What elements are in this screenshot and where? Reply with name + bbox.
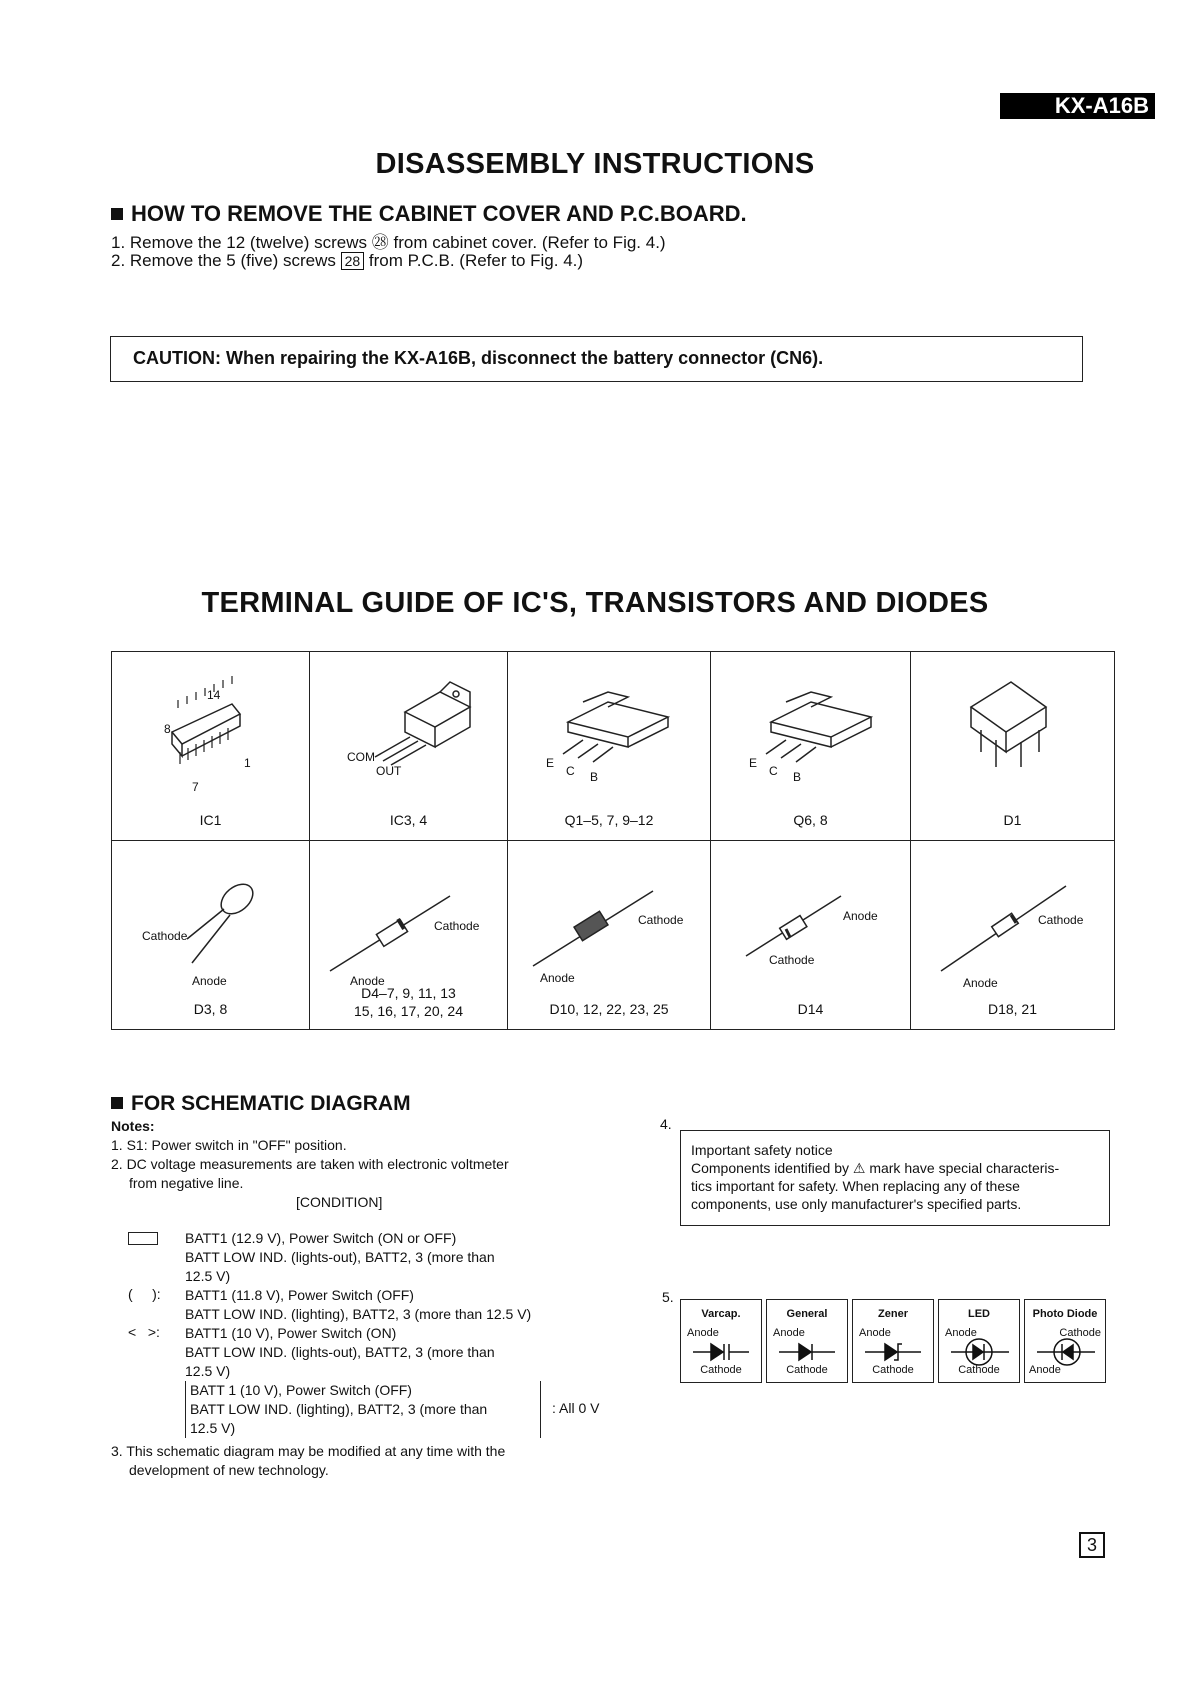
general-anode: Anode [773, 1327, 805, 1339]
d4-7-diode-icon [310, 841, 508, 991]
step2-suffix: from P.C.B. (Refer to Fig. 4.) [368, 251, 584, 270]
photodiode-title: Photo Diode [1032, 1308, 1098, 1320]
caution-box [110, 336, 1083, 382]
general-cathode: Cathode [786, 1364, 828, 1376]
symbol-photodiode [1024, 1299, 1106, 1383]
q1-5-cell [508, 652, 711, 841]
note-3b: development of new technology. [129, 1462, 329, 1478]
varcap-anode: Anode [687, 1327, 719, 1339]
d14-anode-label: Anode [843, 909, 878, 923]
d1-bridge-icon [911, 652, 1115, 802]
ic1-pin7-label: 7 [192, 780, 199, 794]
q6-c-label: C [769, 764, 778, 778]
symbol-zener [852, 1299, 934, 1383]
condition-paren-symbol: ( ): [128, 1286, 161, 1302]
d18-21-cell [911, 841, 1115, 1030]
d14-caption: D14 [797, 1001, 824, 1017]
safety-line-1: Important safety notice [691, 1142, 833, 1158]
schematic-heading-text: FOR SCHEMATIC DIAGRAM [131, 1092, 411, 1115]
varcap-symbol-icon [691, 1340, 751, 1364]
q6-8-cell [711, 652, 911, 841]
q1-e-label: E [546, 756, 555, 770]
q1-b-label: B [590, 770, 599, 784]
d4-caption-line1: D4–7, 9, 11, 13 [361, 985, 456, 1001]
caution-text: When repairing the KX-A16B, disconnect the battery connector (CN6). [226, 348, 824, 368]
condition-brace-text [185, 1381, 487, 1438]
note-3 [111, 1442, 505, 1480]
remove-heading-text: HOW TO REMOVE THE CABINET COVER AND P.C.BOARD. [131, 201, 747, 226]
ic3-4-caption: IC3, 4 [389, 812, 428, 828]
ic1-caption: IC1 [199, 812, 222, 828]
general-diode-icon [777, 1340, 837, 1364]
bullet-icon [111, 1097, 123, 1109]
item-5-number: 5. [662, 1289, 674, 1305]
cond-paren-2: BATT LOW IND. (lighting), BATT2, 3 (more than 12.5 V) [185, 1306, 532, 1322]
d3-cathode-label: Cathode [142, 929, 188, 943]
cond-angle-1: BATT1 (10 V), Power Switch (ON) [185, 1325, 397, 1341]
cond-brace-1: BATT 1 (10 V), Power Switch (OFF) [190, 1382, 412, 1398]
led-symbol-icon [949, 1338, 1011, 1366]
photodiode-anode: Anode [1029, 1364, 1061, 1376]
d18-21-caption: D18, 21 [987, 1001, 1038, 1017]
symbol-led [938, 1299, 1020, 1383]
condition-label: [CONDITION] [296, 1194, 383, 1210]
ic1-pin8-label: 8 [164, 722, 171, 736]
ic3-4-to220-icon [310, 652, 508, 802]
d4-7-cell [310, 841, 508, 1030]
d1-cell [911, 652, 1115, 841]
d10-anode-label: Anode [540, 971, 575, 985]
brace-right [540, 1381, 541, 1438]
safety-notice-box [680, 1130, 1110, 1226]
q6-e-label: E [749, 756, 758, 770]
photodiode-cathode: Cathode [1059, 1327, 1101, 1339]
safety-line-2: Components identified by ⚠ mark have special characteris- [691, 1160, 1060, 1176]
zener-diode-icon [863, 1340, 923, 1364]
d3-anode-label: Anode [192, 974, 227, 988]
d18-21-diode-icon [911, 841, 1115, 991]
cond-paren-1: BATT1 (11.8 V), Power Switch (OFF) [185, 1287, 414, 1303]
led-cathode: Cathode [958, 1364, 1000, 1376]
d18-cathode-label: Cathode [1038, 913, 1084, 927]
d3-8-led-icon [112, 841, 310, 991]
remove-step-2 [111, 251, 583, 271]
condition-angle-text [185, 1324, 495, 1381]
q6-b-label: B [793, 770, 802, 784]
d1-caption: D1 [1003, 812, 1022, 828]
disassembly-title: DISASSEMBLY INSTRUCTIONS [375, 148, 815, 180]
condition-box-text [185, 1229, 495, 1286]
cond-angle-3: 12.5 V) [185, 1363, 231, 1379]
item-4-number: 4. [660, 1116, 672, 1132]
page-number: 3 [1079, 1532, 1105, 1558]
d4-cathode-label: Cathode [434, 919, 480, 933]
safety-line-3: tics important for safety. When replacing any of these [691, 1178, 1020, 1194]
schematic-heading [111, 1092, 411, 1116]
cond-box-2: BATT LOW IND. (lights-out), BATT2, 3 (more than [185, 1249, 495, 1265]
q1-c-label: C [566, 764, 575, 778]
ic1-pin14-label: 14 [207, 688, 221, 702]
bullet-icon [111, 208, 123, 220]
ic1-cell [112, 652, 310, 841]
d4-caption-line2: 15, 16, 17, 20, 24 [354, 1003, 463, 1019]
led-title: LED [968, 1308, 990, 1320]
cond-brace-result: : All 0 V [552, 1400, 600, 1416]
q6-8-transistor-icon [711, 652, 911, 802]
varcap-cathode: Cathode [700, 1364, 742, 1376]
d10-cell [508, 841, 711, 1030]
note-2a: 2. DC voltage measurements are taken with electronic voltmeter [111, 1156, 509, 1172]
ic1-dip-icon [112, 652, 310, 802]
q1-5-caption: Q1–5, 7, 9–12 [564, 812, 654, 828]
remove-heading [111, 201, 747, 227]
q6-8-caption: Q6, 8 [793, 812, 828, 828]
cond-brace-2: BATT LOW IND. (lighting), BATT2, 3 (more than [190, 1401, 488, 1417]
d10-cathode-label: Cathode [638, 913, 684, 927]
note-2b: from negative line. [129, 1175, 244, 1191]
notes-label: Notes: [111, 1118, 155, 1134]
d3-8-cell [112, 841, 310, 1030]
d3-8-caption: D3, 8 [193, 1001, 228, 1017]
zener-title: Zener [878, 1308, 908, 1320]
condition-paren-text [185, 1286, 531, 1324]
d14-cathode-label: Cathode [769, 953, 815, 967]
cond-brace-3: 12.5 V) [190, 1420, 236, 1436]
d14-cell [711, 841, 911, 1030]
d4-anode-label: Anode [350, 974, 385, 988]
cond-box-1: BATT1 (12.9 V), Power Switch (ON or OFF) [185, 1230, 457, 1246]
note-1: 1. S1: Power switch in "OFF" position. [111, 1137, 347, 1153]
d14-diode-icon [711, 841, 911, 991]
cond-box-3: 12.5 V) [185, 1268, 231, 1284]
remove-step-1: 1. Remove the 12 (twelve) screws ㉘ from cabinet cover. (Refer to Fig. 4.) [111, 233, 666, 252]
zener-cathode: Cathode [872, 1364, 914, 1376]
ic3-out-label: OUT [376, 764, 402, 778]
ic3-com-label: COM [347, 750, 375, 764]
zener-anode: Anode [859, 1327, 891, 1339]
safety-line-4: components, use only manufacturer's specified parts. [691, 1196, 1022, 1212]
model-code-badge: KX-A16B [1000, 93, 1155, 119]
varcap-title: Varcap. [701, 1308, 741, 1320]
d10-caption: D10, 12, 22, 23, 25 [549, 1001, 669, 1017]
condition-angle-symbol: < >: [128, 1324, 160, 1340]
condition-box-symbol [128, 1232, 158, 1245]
led-anode: Anode [945, 1327, 977, 1339]
step2-prefix: 2. Remove the 5 (five) screws [111, 251, 336, 270]
photodiode-symbol-icon [1035, 1338, 1097, 1366]
screw-ref-box: 28 [341, 252, 365, 270]
q1-5-transistor-icon [508, 652, 711, 802]
general-title: General [786, 1308, 828, 1320]
symbol-general [766, 1299, 848, 1383]
symbol-varcap [680, 1299, 762, 1383]
terminal-guide-table [111, 651, 1115, 1030]
ic1-pin1-label: 1 [244, 756, 251, 770]
caution-label: CAUTION: [133, 348, 221, 368]
d18-anode-label: Anode [963, 976, 998, 990]
schematic-notes [111, 1117, 671, 1212]
terminal-title: TERMINAL GUIDE OF IC'S, TRANSISTORS AND DIODES [201, 587, 989, 619]
note-3a: 3. This schematic diagram may be modified at any time with the [111, 1443, 506, 1459]
cond-angle-2: BATT LOW IND. (lights-out), BATT2, 3 (more than [185, 1344, 495, 1360]
ic3-4-cell [310, 652, 508, 841]
